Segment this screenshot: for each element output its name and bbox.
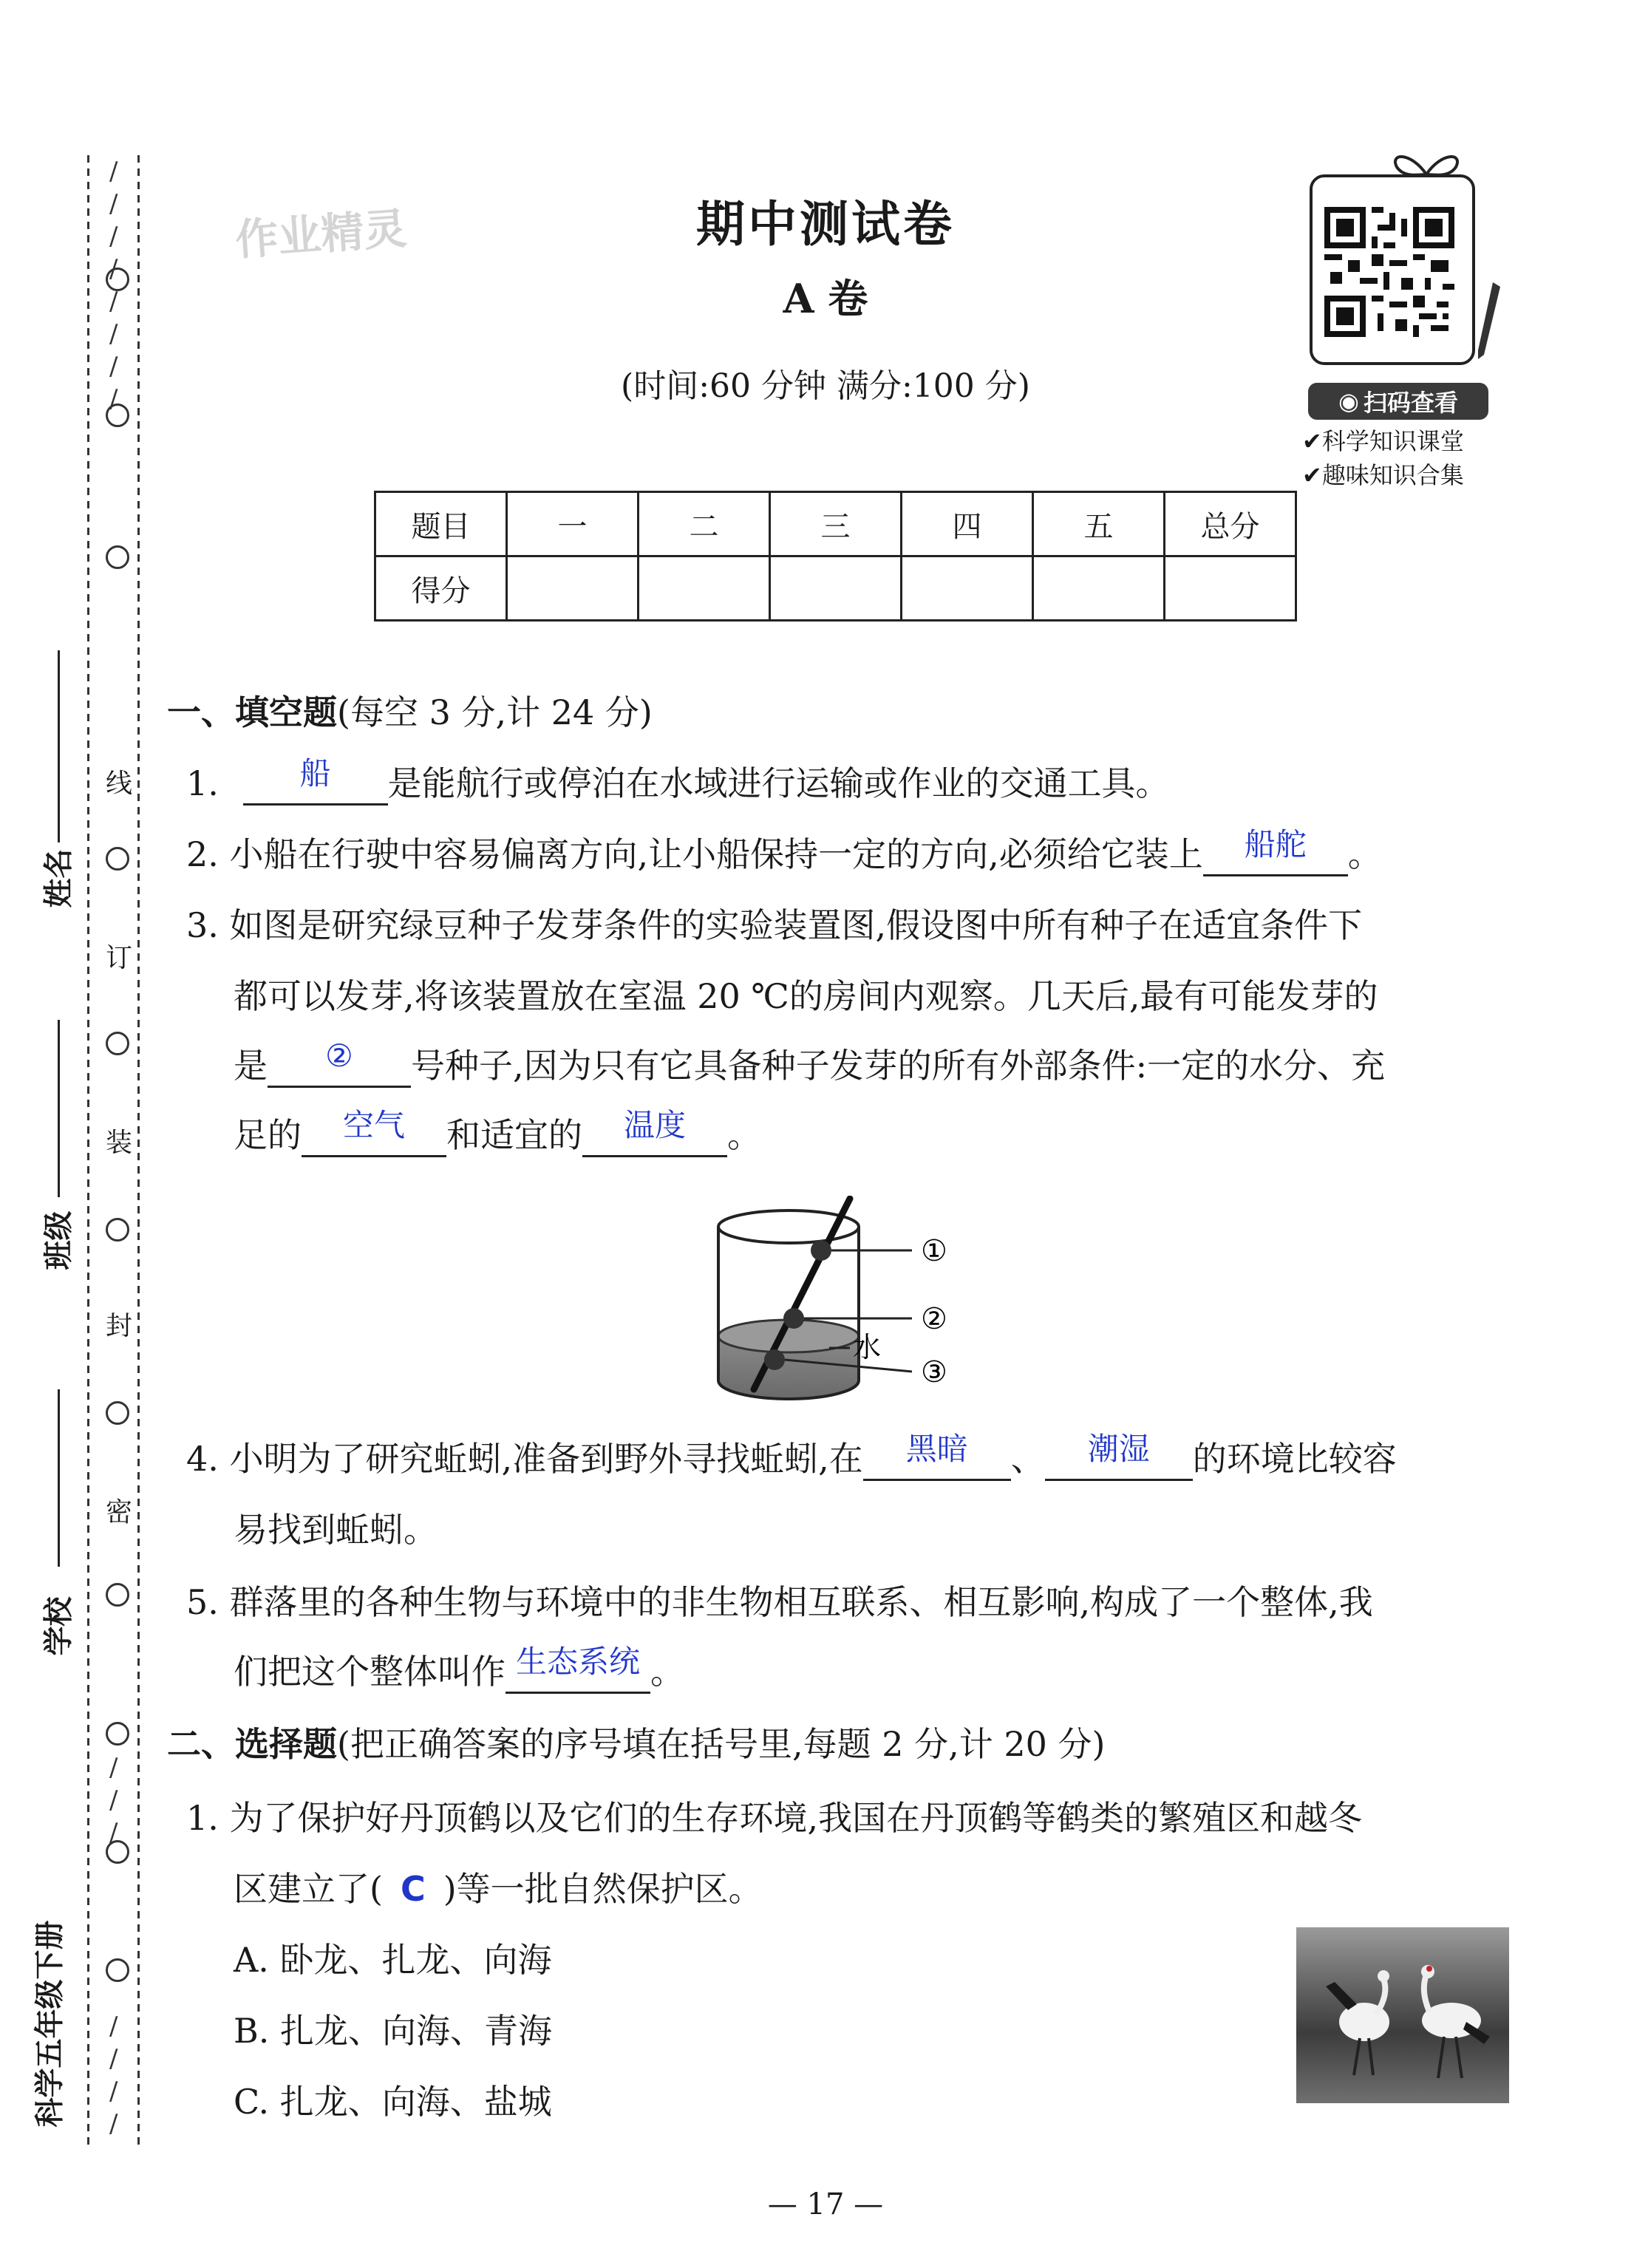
question-1-5-line1 — [186, 1580, 1373, 1624]
answer-text: 温度 — [623, 1107, 686, 1143]
section2-note: (把正确答案的序号填在括号里,每题 2 分,计 20 分) — [337, 1724, 1106, 1764]
option-a[interactable]: A. 卧龙、扎龙、向海 — [234, 1940, 552, 1980]
table-cell: 五 — [1033, 492, 1165, 556]
school-field-label: 学校 — [41, 1596, 76, 1656]
question-text: 为了保护好丹顶鹤以及它们的生存环境,我国在丹顶鹤等鹤类的繁殖区和越冬 — [229, 1798, 1363, 1838]
question-text: 号种子,因为只有它具备种子发芽的所有外部条件:一定的水分、充 — [411, 1046, 1386, 1086]
binding-char-feng: 封 — [105, 1311, 132, 1341]
binding-hole — [106, 1958, 129, 1982]
score-table-score-row — [375, 556, 1296, 621]
diagram-label-1: ① — [921, 1234, 947, 1268]
page-number: — 17 — — [767, 2187, 884, 2221]
question-text: 是能航行或停泊在水域进行运输或作业的交通工具。 — [387, 763, 1170, 803]
diagram-label-water: 水 — [853, 1331, 882, 1363]
question-number: 1. — [186, 1798, 219, 1838]
answer-text: 空气 — [342, 1107, 405, 1143]
seed-2-icon — [783, 1308, 804, 1329]
scan-to-view-badge[interactable] — [1308, 383, 1488, 420]
pen-icon — [1475, 281, 1502, 362]
section1-title — [167, 690, 653, 735]
spine-label: 科学五年级下册 — [32, 1920, 67, 2128]
score-input-cell[interactable] — [639, 556, 770, 621]
table-cell: 二 — [639, 492, 770, 556]
choice-answer[interactable]: C — [400, 1869, 426, 1909]
crane-icon — [1296, 1927, 1509, 2103]
seed-experiment-diagram — [702, 1196, 968, 1410]
table-cell: 得分 — [375, 556, 507, 621]
answer-text: ② — [325, 1038, 353, 1074]
binding-hole — [106, 268, 129, 291]
question-1-4-line2: 易找到蚯蚓。 — [234, 1510, 438, 1550]
score-input-cell[interactable] — [507, 556, 639, 621]
section1-note: (每空 3 分,计 24 分) — [337, 692, 653, 732]
answer-blank[interactable] — [302, 1107, 446, 1157]
question-text: 小明为了研究蚯蚓,准备到野外寻找蚯蚓,在 — [229, 1439, 863, 1479]
red-crowned-crane-photo — [1296, 1927, 1509, 2103]
answer-blank[interactable] — [243, 755, 388, 806]
binding-hole — [106, 1722, 129, 1746]
exam-info: (时间:60 分钟 满分:100 分) — [621, 367, 1030, 405]
table-cell: 一 — [507, 492, 639, 556]
question-number: 5. — [186, 1582, 219, 1622]
score-table-header-row — [375, 492, 1296, 556]
answer-blank[interactable] — [268, 1038, 411, 1088]
option-b[interactable]: B. 扎龙、向海、青海 — [234, 2011, 553, 2051]
binding-char-mi: 密 — [105, 1497, 132, 1528]
option-c[interactable]: C. 扎龙、向海、盐城 — [234, 2082, 552, 2122]
question-text: 和适宜的 — [446, 1115, 582, 1155]
qr-feature-2: ✔趣味知识合集 — [1302, 461, 1464, 489]
question-text: 的环境比较容 — [1192, 1439, 1397, 1479]
question-text: 足的 — [234, 1115, 302, 1155]
binding-char-ding: 订 — [105, 943, 132, 973]
answer-text: 生态系统 — [515, 1644, 640, 1680]
question-1-5-line2 — [234, 1644, 684, 1694]
binding-hole — [106, 1032, 129, 1055]
answer-text: 潮湿 — [1087, 1431, 1150, 1467]
question-text: 如图是研究绿豆种子发芽条件的实验装置图,假设图中所有种子在适宜条件下 — [229, 905, 1363, 945]
diagram-label-2: ② — [921, 1302, 947, 1336]
binding-hole — [106, 1218, 129, 1242]
qr-code-icon[interactable] — [1324, 207, 1454, 337]
class-field-line[interactable] — [58, 1020, 60, 1197]
question-1-2 — [186, 826, 1382, 876]
section2-title-text: 二、选择题 — [167, 1724, 337, 1764]
binding-char-zhuang: 装 — [105, 1128, 132, 1158]
question-number: 2. — [186, 834, 219, 874]
question-number: 1. — [186, 763, 219, 803]
question-number: 3. — [186, 905, 219, 945]
answer-blank[interactable] — [1045, 1431, 1193, 1481]
question-text: 区建立了( — [234, 1869, 383, 1909]
binding-hole — [106, 545, 129, 569]
binding-hole — [106, 1401, 129, 1425]
question-text: 。 — [650, 1652, 684, 1692]
section1-title-text: 一、填空题 — [167, 692, 337, 732]
table-cell: 总分 — [1165, 492, 1296, 556]
binding-slashes-top: / / / / / / / / — [109, 157, 118, 414]
answer-blank[interactable] — [863, 1431, 1011, 1481]
question-text: 是 — [234, 1046, 268, 1086]
question-number: 4. — [186, 1439, 219, 1479]
question-text: 们把这个整体叫作 — [234, 1652, 505, 1692]
question-text: 。 — [727, 1115, 761, 1155]
table-cell: 题目 — [375, 492, 507, 556]
score-input-cell[interactable] — [1033, 556, 1165, 621]
binding-slashes-bottom: / / / / — [109, 2012, 118, 2139]
binding-dashed-line-left — [87, 155, 89, 2150]
school-field-line[interactable] — [58, 1389, 60, 1567]
binding-char-xian: 线 — [105, 769, 132, 799]
table-cell: 三 — [770, 492, 902, 556]
answer-blank[interactable] — [582, 1107, 727, 1157]
answer-blank[interactable] — [505, 1644, 650, 1694]
qr-feature-1: ✔科学知识课堂 — [1302, 427, 1464, 455]
question-text: 、 — [1010, 1439, 1045, 1479]
class-field-label: 班级 — [41, 1210, 76, 1270]
scan-label: 扫码查看 — [1363, 389, 1458, 417]
question-1-3-line1 — [186, 903, 1362, 947]
score-input-cell[interactable] — [1165, 556, 1296, 621]
page-title: 期中测试卷 — [696, 195, 955, 253]
score-input-cell[interactable] — [902, 556, 1033, 621]
answer-blank[interactable] — [1203, 826, 1348, 876]
answer-text: 黑暗 — [905, 1431, 968, 1467]
name-field-label: 姓名 — [41, 848, 76, 908]
page-subtitle: A 卷 — [783, 275, 868, 322]
score-input-cell[interactable] — [770, 556, 902, 621]
question-text: 小船在行驶中容易偏离方向,让小船保持一定的方向,必须给它装上 — [229, 834, 1203, 874]
answer-text: 船舵 — [1244, 826, 1307, 862]
question-1-1 — [186, 755, 1170, 806]
question-1-4-line1 — [186, 1431, 1397, 1481]
seed-3-icon — [764, 1349, 785, 1370]
binding-slashes-mid: / / / — [109, 1753, 118, 1848]
diagram-label-3: ③ — [921, 1355, 947, 1389]
question-text: 群落里的各种生物与环境中的非生物相互联系、相互影响,构成了一个整体,我 — [229, 1582, 1373, 1622]
watermark-logo: 作业精灵 — [234, 202, 409, 265]
name-field-line[interactable] — [58, 650, 60, 842]
question-2-1-line2 — [234, 1867, 763, 1911]
binding-hole — [106, 847, 129, 871]
binding-hole — [106, 403, 129, 427]
binding-hole — [106, 1583, 129, 1607]
question-text: 。 — [1347, 834, 1382, 874]
scan-eye-icon: ◉ — [1338, 387, 1359, 415]
question-1-3-line2: 都可以发芽,将该装置放在室温 20 ℃的房间内观察。几天后,最有可能发芽的 — [234, 976, 1378, 1016]
question-1-3-line3 — [234, 1038, 1386, 1088]
question-2-1-line1 — [186, 1796, 1362, 1840]
question-1-3-line4 — [234, 1107, 761, 1157]
section2-title — [167, 1722, 1105, 1766]
seed-1-icon — [811, 1240, 831, 1261]
answer-text: 船 — [299, 755, 331, 791]
question-text: )等一批自然保护区。 — [443, 1869, 763, 1909]
table-cell: 四 — [902, 492, 1033, 556]
binding-dashed-line-right — [137, 155, 140, 2150]
score-table — [374, 491, 1297, 622]
